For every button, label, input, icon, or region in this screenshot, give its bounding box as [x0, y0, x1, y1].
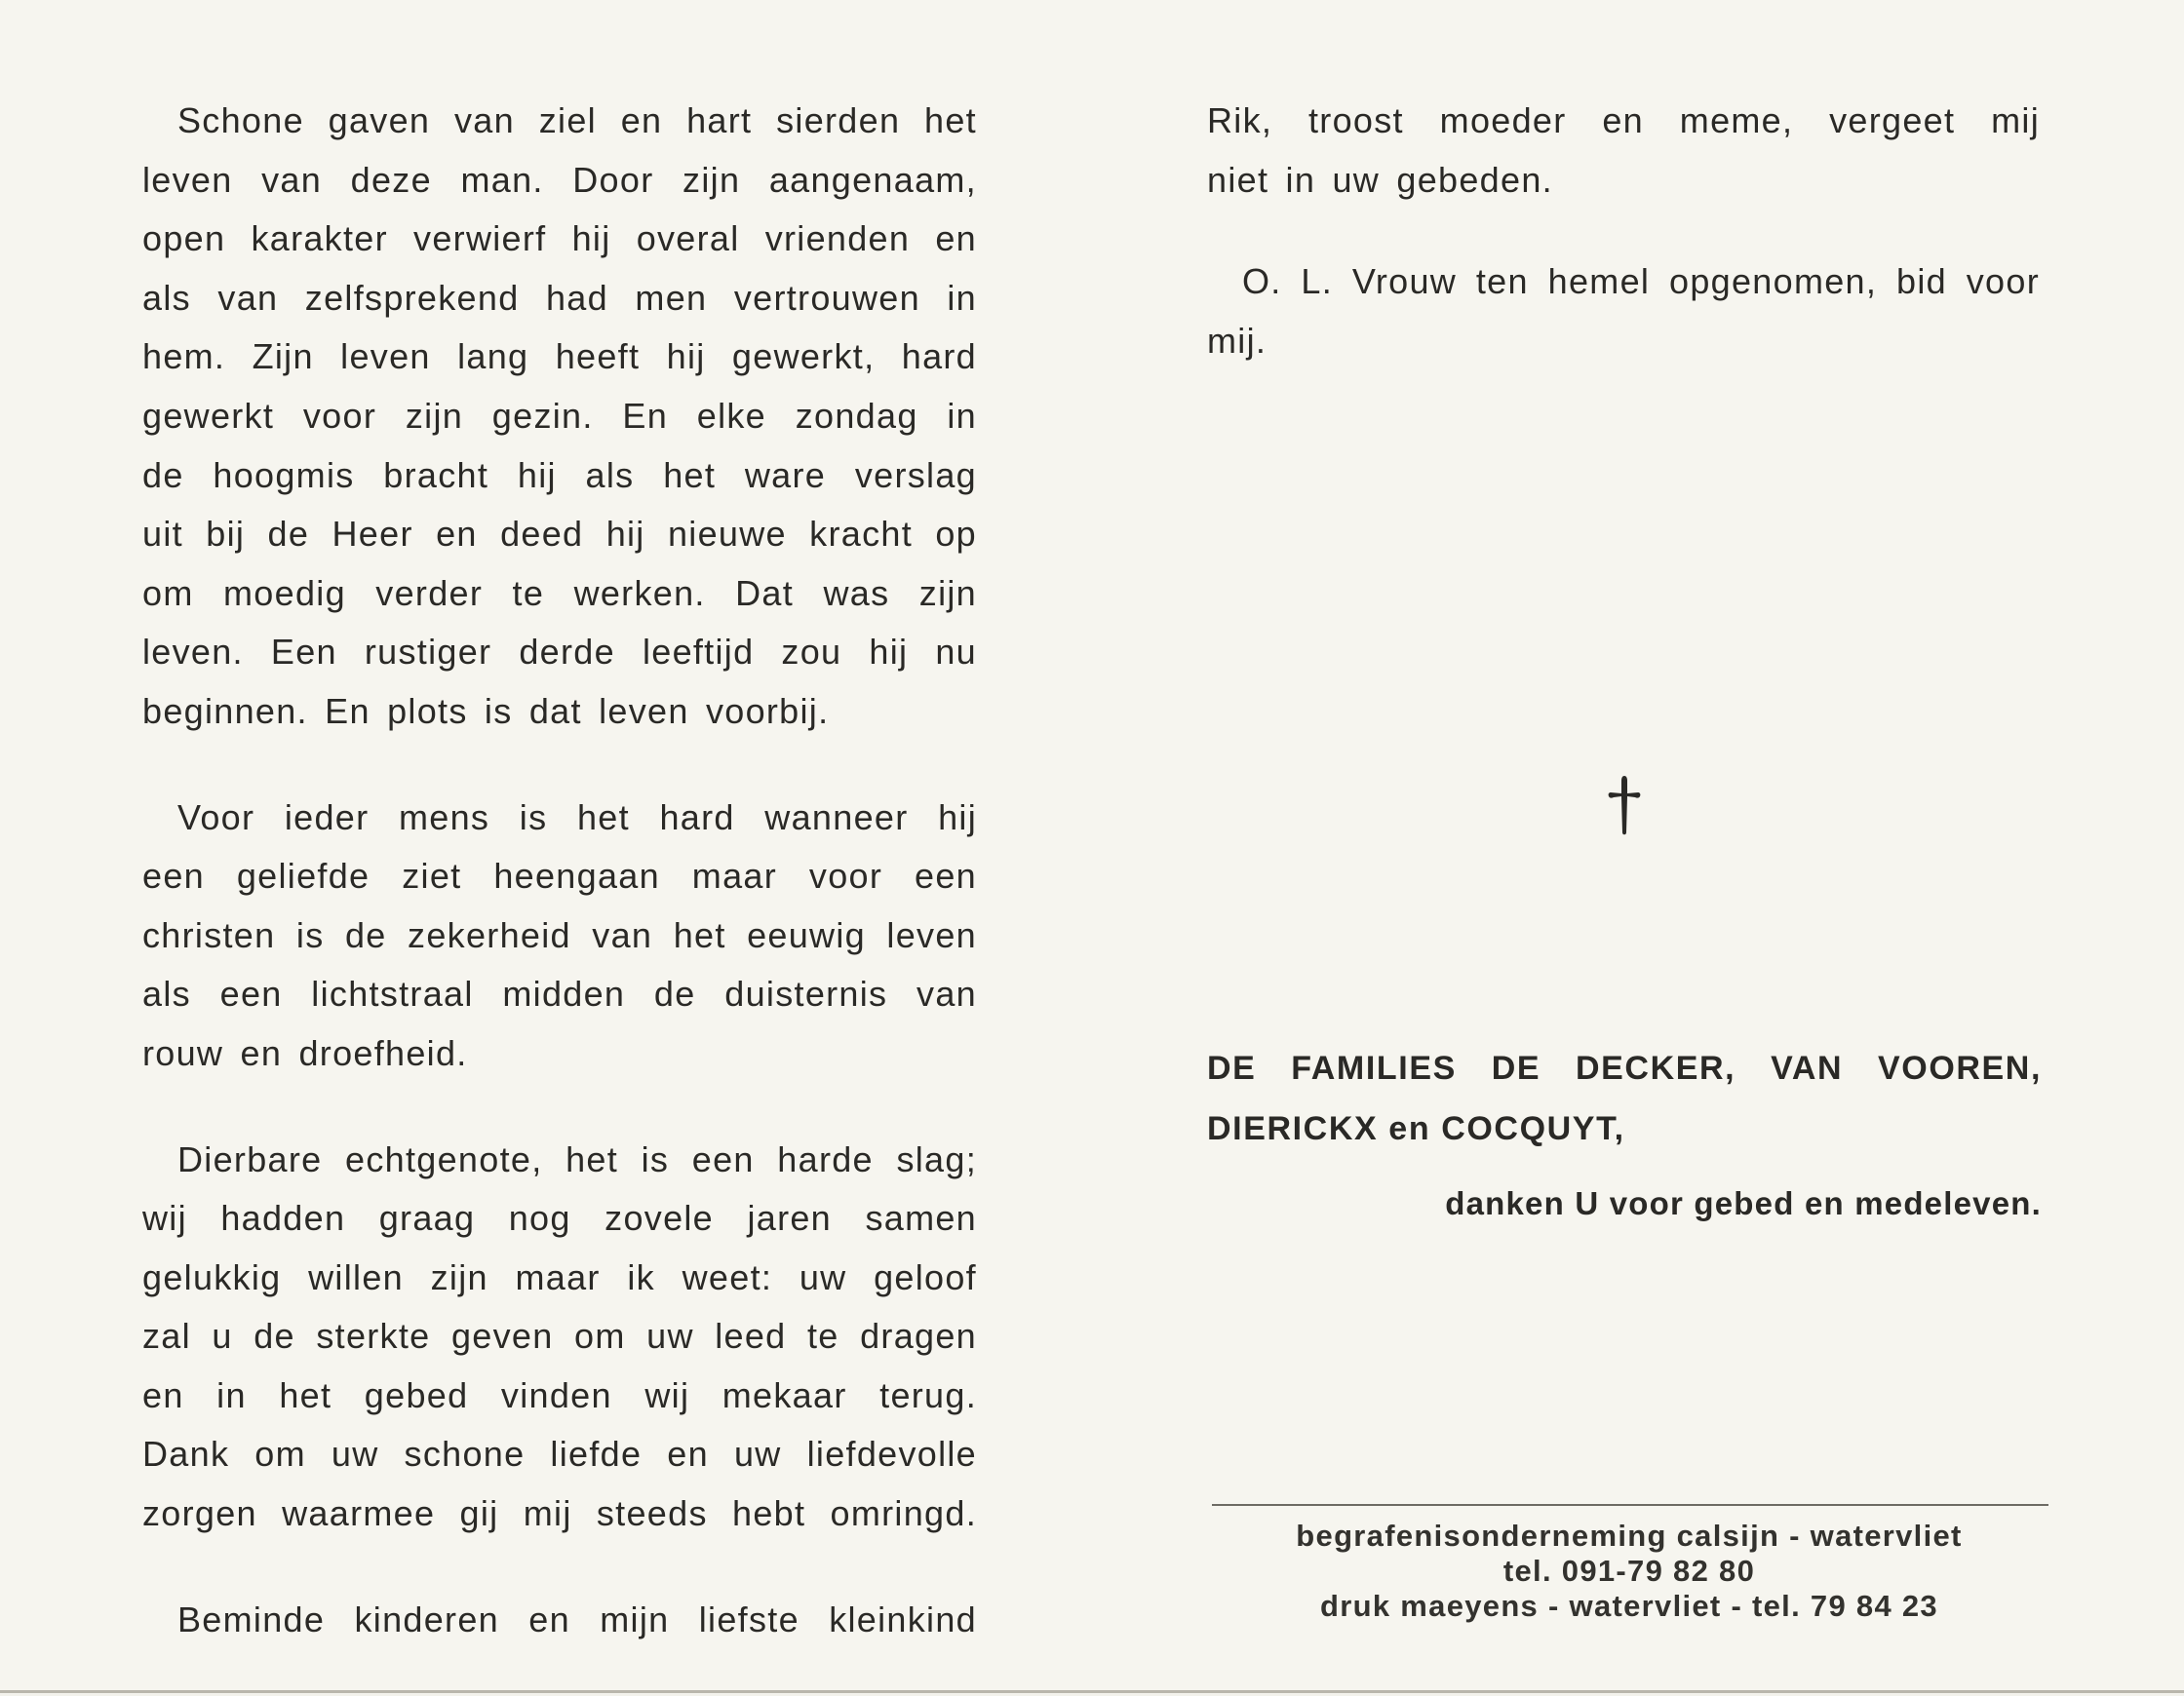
paragraph-spouse — [142, 1131, 977, 1544]
text-line: Beminde kinderen en mijn liefste kleinkind — [177, 1599, 977, 1639]
text-line: zorgen waarmee gij mij steeds hebt omringd. — [142, 1493, 977, 1534]
latin-cross-icon — [1605, 774, 1644, 838]
families-line: DIERICKX en COCQUYT, — [1207, 1110, 1625, 1147]
printer-imprint — [1207, 1519, 2051, 1624]
text-line: als een lichtstraal midden de duisternis van — [142, 974, 977, 1015]
text-line: Dierbare echtgenote, het is een harde slag; — [177, 1138, 977, 1179]
text-line: om moedig verder te werken. Dat was zijn — [142, 572, 977, 613]
text-line: mij. — [1207, 320, 1268, 361]
text-line: wij hadden graag nog zovele jaren samen — [142, 1198, 977, 1239]
families-heading — [1207, 1038, 2042, 1159]
text-line: niet in uw gebeden. — [1207, 159, 1553, 200]
text-line: Schone gaven van ziel en hart sierden het — [177, 100, 977, 140]
text-line: zal u de sterkte geven om uw leed te dragen — [142, 1316, 977, 1357]
text-line: Rik, troost moeder en meme, vergeet mij — [1207, 100, 2040, 140]
thanks-line: danken U voor gebed en medeleven. — [1445, 1185, 2042, 1221]
text-line: uit bij de Heer en deed hij nieuwe kracht op — [142, 514, 977, 555]
imprint-line: tel. 091-79 82 80 — [1502, 1554, 1756, 1588]
text-line: en in het gebed vinden wij mekaar terug. — [142, 1374, 977, 1415]
text-line: Dank om uw schone liefde en uw liefdevolle — [142, 1434, 977, 1475]
text-line: de hoogmis bracht hij als het ware verslag — [142, 454, 977, 495]
text-line: gelukkig willen zijn maar ik weet: uw geloof — [142, 1256, 977, 1297]
text-line: open karakter verwierf hij overal vrienden en — [142, 218, 977, 259]
text-line: gewerkt voor zijn gezin. En elke zondag in — [142, 395, 977, 436]
text-line: als van zelfsprekend had men vertrouwen in — [142, 277, 977, 318]
paragraph-prayer — [1207, 252, 2040, 370]
imprint-line: druk maeyens - watervliet - tel. 79 84 23 — [1320, 1589, 1938, 1623]
families-line: DE FAMILIES DE DECKER, VAN VOOREN, — [1207, 1050, 2042, 1087]
text-line: Voor ieder mens is het hard wanneer hij — [177, 796, 977, 837]
right-column — [1207, 92, 2040, 370]
imprint-line: begrafenisonderneming calsijn - watervliet — [1296, 1519, 1963, 1553]
text-line: leven van deze man. Door zijn aangenaam, — [142, 159, 977, 200]
divider — [1212, 1504, 2048, 1506]
left-column — [142, 92, 977, 1649]
text-line: hem. Zijn leven lang heeft hij gewerkt, hard — [142, 336, 977, 377]
text-line: rouw en droefheid. — [142, 1032, 468, 1073]
text-line: een geliefde ziet heengaan maar voor een — [142, 856, 977, 897]
paragraph-grandchild — [1207, 92, 2040, 210]
paragraph-virtues — [142, 92, 977, 742]
text-line: christen is de zekerheid van het eeuwig leven — [142, 914, 977, 955]
paragraph-christian-hope — [142, 789, 977, 1084]
paragraph-children — [142, 1591, 977, 1650]
text-line: beginnen. En plots is dat leven voorbij. — [142, 690, 830, 731]
text-line: leven. Een rustiger derde leeftijd zou hij nu — [142, 632, 977, 673]
text-line: O. L. Vrouw ten hemel opgenomen, bid voor — [1242, 261, 2040, 302]
